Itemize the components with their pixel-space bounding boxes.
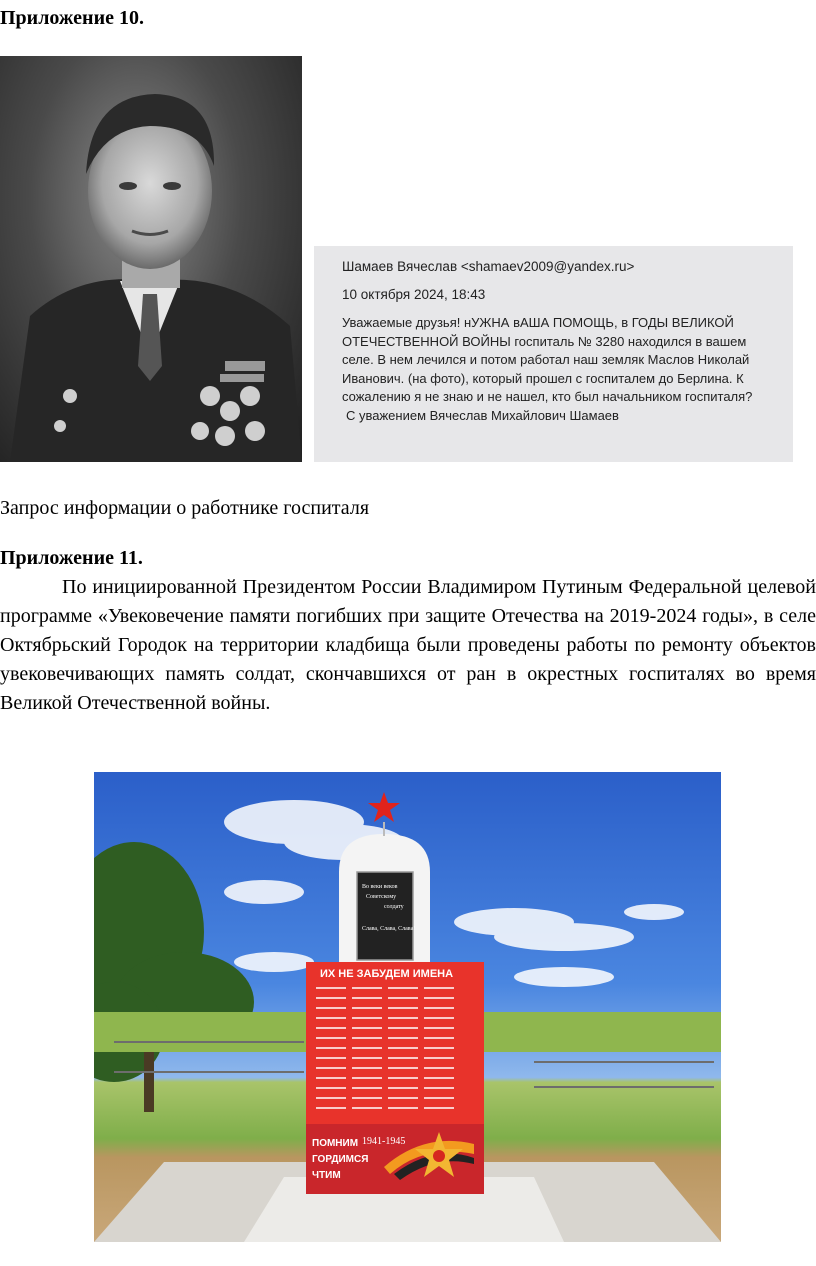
plaque-line-1: Во веки веков — [362, 884, 398, 890]
portrait-illustration — [0, 56, 302, 462]
memorial-illustration — [94, 772, 721, 1242]
slogan-proud: ГОРДИМСЯ — [312, 1154, 369, 1165]
appendix-11-title: Приложение 11. — [0, 547, 143, 569]
slogan-remember: ПОМНИМ — [312, 1138, 359, 1149]
appendix-10-caption: Запрос информации о работнике госпиталя — [0, 497, 370, 519]
email-body: Уважаемые друзья! нУЖНА вАША ПОМОЩЬ, в ГОДЫ ВЕЛИКОЙ ОТЕЧЕСТВЕННОЙ ВОЙНЫ госпиталь № 3280 находился в вашем селе. В нем лечился и потом работал наш земляк Маслов Николай Иванович. (на фото), который прошел с госпиталем до Берлина. К сожалению я не знаю и не нашел, кто был начальником госпиталя? — [342, 315, 753, 404]
email-date: 10 октября 2024, 18:43 — [342, 287, 486, 302]
plaque-line-2: Советскому — [366, 894, 397, 900]
veteran-portrait-photo — [0, 56, 302, 462]
appendix-11-paragraph: По инициированной Президентом России Владимиром Путиным Федеральной целевой программе «Увековечение памяти погибших при защите Отечества на 2019-2024 годы», в селе Октябрьский Городок на территории кладбища были проведены работы по ремонту объектов увековечивающих память солдат, скончавшихся от ран в окрестных госпиталях во время Великой Отечественной войны. — [0, 576, 816, 714]
plaque-line-3: солдату — [384, 904, 404, 910]
plaque-line-4: Слава, Слава, Слава! — [362, 926, 416, 932]
appendix-10-title: Приложение 10. — [0, 7, 144, 29]
email-screenshot — [314, 246, 793, 462]
banner-years: 1941-1945 — [362, 1136, 406, 1147]
slogan-honor: ЧТИМ — [312, 1170, 341, 1181]
memorial-photo — [94, 772, 721, 1242]
banner-title: ИХ НЕ ЗАБУДЕМ ИМЕНА — [320, 968, 454, 980]
email-sender: Шамаев Вячеслав <shamaev2009@yandex.ru> — [342, 259, 635, 274]
email-signature: С уважением Вячеслав Михайлович Шамаев — [346, 407, 619, 423]
